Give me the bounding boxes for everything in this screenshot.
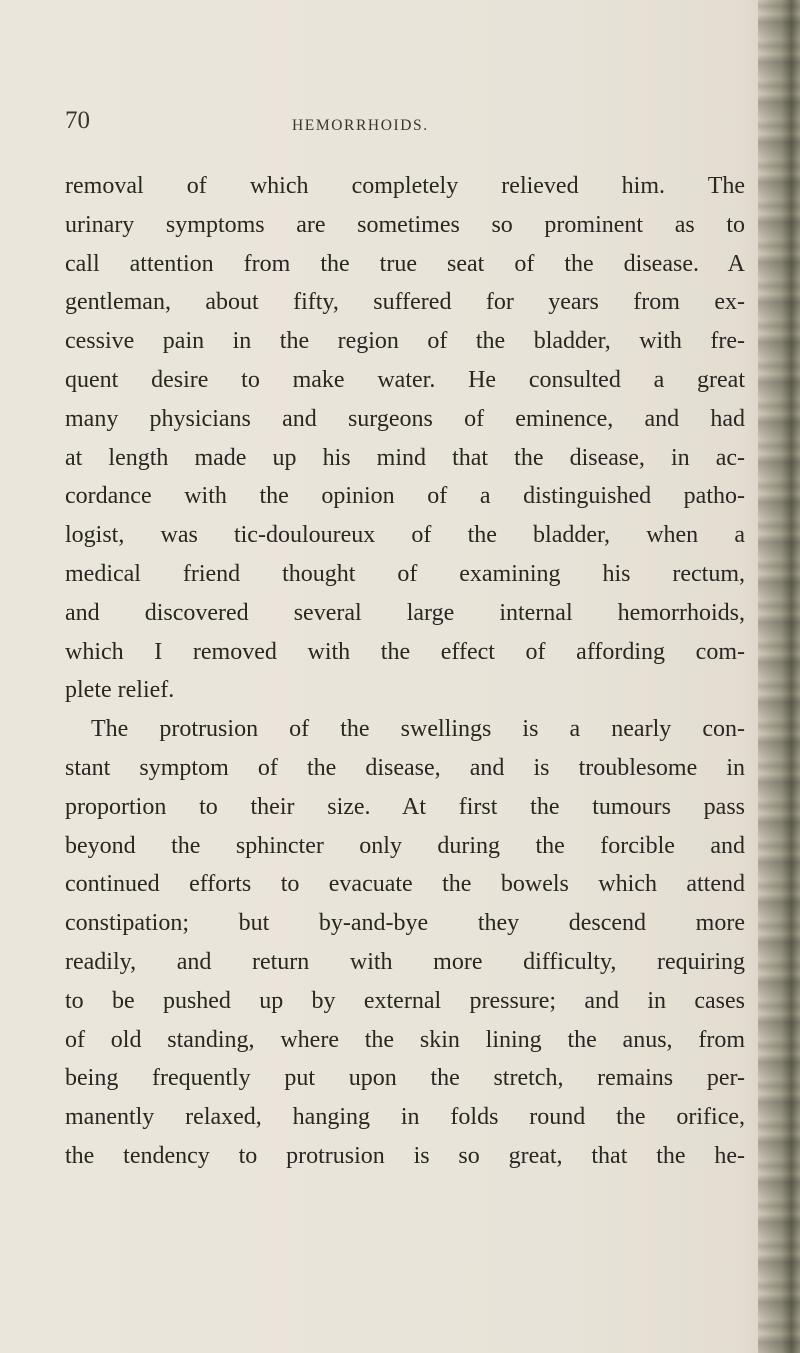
text-line: stant symptom of the disease, and is troublesome in: [65, 754, 745, 781]
text-line: call attention from the true seat of the disease. A: [65, 250, 745, 277]
text-line: manently relaxed, hanging in folds round the orifice,: [65, 1104, 745, 1131]
text-line: which I removed with the effect of affording com-: [65, 638, 745, 665]
text-line: quent desire to make water. He consulted a great: [65, 366, 745, 393]
text-line: many physicians and surgeons of eminence, and had: [65, 405, 745, 432]
text-line: logist, was tic-douloureux of the bladder, when a: [65, 522, 745, 549]
page-number: 70: [65, 107, 90, 134]
text-line: gentleman, about fifty, suffered for years from ex-: [65, 289, 745, 316]
text-line: cordance with the opinion of a distinguished patho-: [65, 483, 745, 510]
text-line: proportion to their size. At first the tumours pass: [65, 793, 745, 820]
text-line: and discovered several large internal hemorrhoids,: [65, 599, 745, 626]
text-line: at length made up his mind that the disease, in ac-: [65, 444, 745, 471]
text-line: the tendency to protrusion is so great, that the he-: [65, 1142, 745, 1169]
running-title: HEMORRHOIDS.: [292, 117, 429, 134]
text-line: medical friend thought of examining his rectum,: [65, 560, 745, 587]
text-line: beyond the sphincter only during the forcible and: [65, 832, 745, 859]
text-line: readily, and return with more difficulty, requiring: [65, 948, 745, 975]
text-line: of old standing, where the skin lining the anus, from: [65, 1026, 745, 1053]
body-text: [65, 167, 745, 1176]
text-line: being frequently put upon the stretch, remains per-: [65, 1065, 745, 1092]
text-line: to be pushed up by external pressure; and in cases: [65, 987, 745, 1014]
text-line: constipation; but by-and-bye they descend more: [65, 910, 745, 937]
text-line: cessive pain in the region of the bladder, with fre-: [65, 328, 745, 355]
page-edge-shadow: [758, 0, 800, 1353]
text-line: continued efforts to evacuate the bowels which attend: [65, 871, 745, 898]
text-line: removal of which completely relieved him. The: [65, 173, 745, 199]
text-line: The protrusion of the swellings is a nearly con-: [91, 716, 745, 743]
paragraph-2: [65, 710, 745, 1176]
text-line: urinary symptoms are sometimes so prominent as to: [65, 211, 745, 238]
paragraph-1: [65, 167, 745, 710]
text-line: plete relief.: [65, 677, 175, 704]
